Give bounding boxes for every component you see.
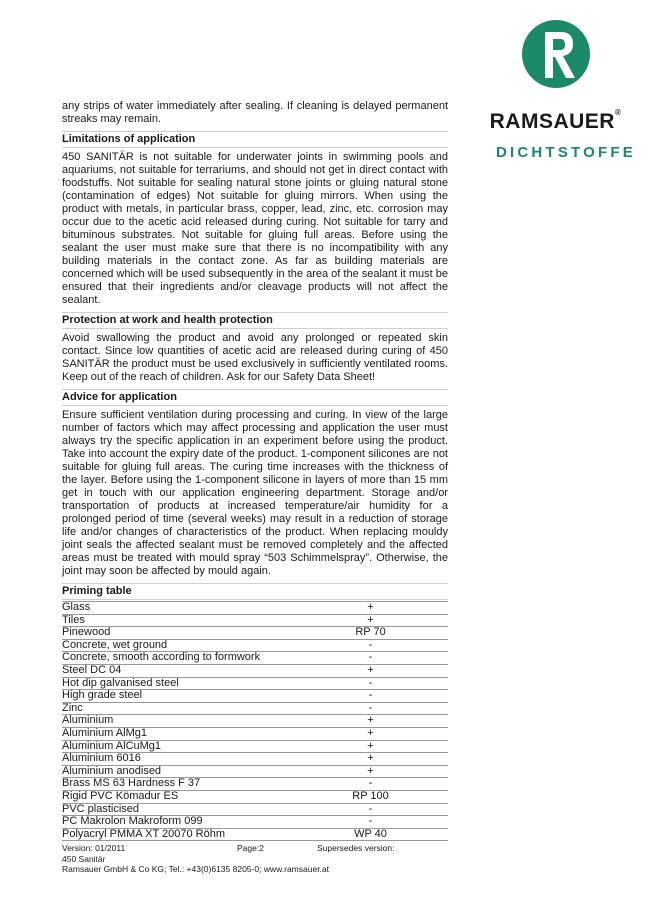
primer-value-cell: + xyxy=(293,715,448,728)
table-row xyxy=(62,715,448,728)
material-cell: PVC plasticised xyxy=(62,803,293,816)
material-cell: Rigid PVC Kömadur ES xyxy=(62,790,293,803)
table-row xyxy=(62,803,448,816)
table-row xyxy=(62,664,448,677)
material-cell: Aluminium xyxy=(62,715,293,728)
primer-value-cell: + xyxy=(293,765,448,778)
protection-text: Avoid swallowing the product and avoid any prolonged or repeated skin contact. Since low quantities of acetic acid are released during curing of 450 SANITÄR the product must be used exclusively in sufficiently ventilated rooms. Keep out of the reach of children. Ask for our Safety Data Sheet! xyxy=(62,332,448,383)
company-logo xyxy=(483,16,636,161)
material-cell: Aluminium AlCuMg1 xyxy=(62,740,293,753)
footer-product: 450 Sanitär xyxy=(62,853,106,864)
material-cell: Aluminium AlMg1 xyxy=(62,727,293,740)
ramsauer-r-emblem-icon xyxy=(521,16,591,94)
material-cell: PC Makrolon Makroform 099 xyxy=(62,816,293,829)
table-row xyxy=(62,614,448,627)
brand-name: RAMSAUER® xyxy=(489,108,622,133)
table-row xyxy=(62,740,448,753)
material-cell: Hot dip galvanised steel xyxy=(62,677,293,690)
primer-value-cell: + xyxy=(293,614,448,627)
advice-text: Ensure sufficient ventilation during processing and curing. In view of the large number of factors which may affect processing and application the user must always try the specific application in an experiment before using the product. Take into account the expiry date of the product. 1-component silicones are not suitable for gluing full areas. The curing time increases with the thickness of the layer. Before using the 1-component silicone in layers of more than 15 mm get in touch with our application engineering department. Storage and/or transportation of products at increased temperature/air humidity for a prolonged period of time (several weeks) may result in a reduction of storage life and/or changes of characteristics of the product. When replacing mouldy joint seals the affected sealant must be removed completely and the affected areas must be treated with mould spray “503 Schimmelspray”. Otherwise, the joint may soon be affected by mould again. xyxy=(62,409,448,577)
limitations-heading: Limitations of application xyxy=(62,131,448,148)
brand-subtitle: DICHTSTOFFE xyxy=(496,144,636,161)
material-cell: Polyacryl PMMA XT 20070 Röhm xyxy=(62,828,293,841)
primer-value-cell: - xyxy=(293,652,448,665)
primer-value-cell: - xyxy=(293,778,448,791)
table-row xyxy=(62,690,448,703)
material-cell: High grade steel xyxy=(62,690,293,703)
priming-table-heading: Priming table xyxy=(62,583,448,600)
material-cell: Concrete, smooth according to formwork xyxy=(62,652,293,665)
material-cell: Concrete, wet ground xyxy=(62,639,293,652)
footer-version: Version: 01/2011 xyxy=(62,843,126,853)
primer-value-cell: - xyxy=(293,639,448,652)
table-row xyxy=(62,652,448,665)
primer-value-cell: - xyxy=(293,702,448,715)
material-cell: Steel DC 04 xyxy=(62,664,293,677)
table-row xyxy=(62,816,448,829)
advice-heading: Advice for application xyxy=(62,389,448,406)
primer-value-cell: - xyxy=(293,677,448,690)
table-row xyxy=(62,627,448,640)
priming-table xyxy=(62,601,448,841)
primer-value-cell: + xyxy=(293,602,448,615)
table-row xyxy=(62,639,448,652)
material-cell: Aluminium 6016 xyxy=(62,753,293,766)
primer-value-cell: + xyxy=(293,740,448,753)
table-row xyxy=(62,790,448,803)
primer-value-cell: RP 70 xyxy=(293,627,448,640)
primer-value-cell: - xyxy=(293,803,448,816)
table-row xyxy=(62,677,448,690)
footer-page: Page:2 xyxy=(237,843,264,853)
primer-value-cell: + xyxy=(293,753,448,766)
material-cell: Aluminium anodised xyxy=(62,765,293,778)
table-row xyxy=(62,602,448,615)
primer-value-cell: - xyxy=(293,816,448,829)
table-row xyxy=(62,727,448,740)
primer-value-cell: RP 100 xyxy=(293,790,448,803)
footer-supersedes: Supersedes version: xyxy=(317,843,395,853)
primer-value-cell: - xyxy=(293,690,448,703)
table-row xyxy=(62,765,448,778)
footer-company: Ramsauer GmbH & Co KG; Tel.: +43(0)6135 8205-0; www.ramsauer.at xyxy=(62,864,330,874)
primer-value-cell: + xyxy=(293,727,448,740)
material-cell: Zinc xyxy=(62,702,293,715)
table-row xyxy=(62,828,448,841)
table-row xyxy=(62,702,448,715)
table-row xyxy=(62,753,448,766)
limitations-text: 450 SANITÄR is not suitable for underwater joints in swimming pools and aquariums, not suitable for terrariums, and should not get in direct contact with foodstuffs. Not suitable for sealing natural stone joints or gluing natural stone (contamination of edges) Not suitable for gluing mirrors. When using the product with metals, in particular brass, copper, lead, zinc, etc. corrosion may occur due to the acetic acid released during curing. Not suitable for tarry and bituminous substrates. Not suitable for gluing full areas. Before using the sealant the user must make sure that there is no incompatibility with any building materials in the contact zone. As far as building materials are concerned which will be used subsequently in the area of the sealant it must be ensured that their ingredients and/or cleavage products will not affect the sealant. xyxy=(62,151,448,306)
primer-value-cell: WP 40 xyxy=(293,828,448,841)
protection-heading: Protection at work and health protection xyxy=(62,312,448,329)
material-cell: Tiles xyxy=(62,614,293,627)
document-body xyxy=(62,100,448,841)
material-cell: Brass MS 63 Hardness F 37 xyxy=(62,778,293,791)
table-row xyxy=(62,778,448,791)
page-footer xyxy=(62,843,448,875)
intro-text: any strips of water immediately after sealing. If cleaning is delayed permanent streaks may remain. xyxy=(62,100,448,125)
material-cell: Pinewood xyxy=(62,627,293,640)
material-cell: Glass xyxy=(62,602,293,615)
primer-value-cell: + xyxy=(293,664,448,677)
